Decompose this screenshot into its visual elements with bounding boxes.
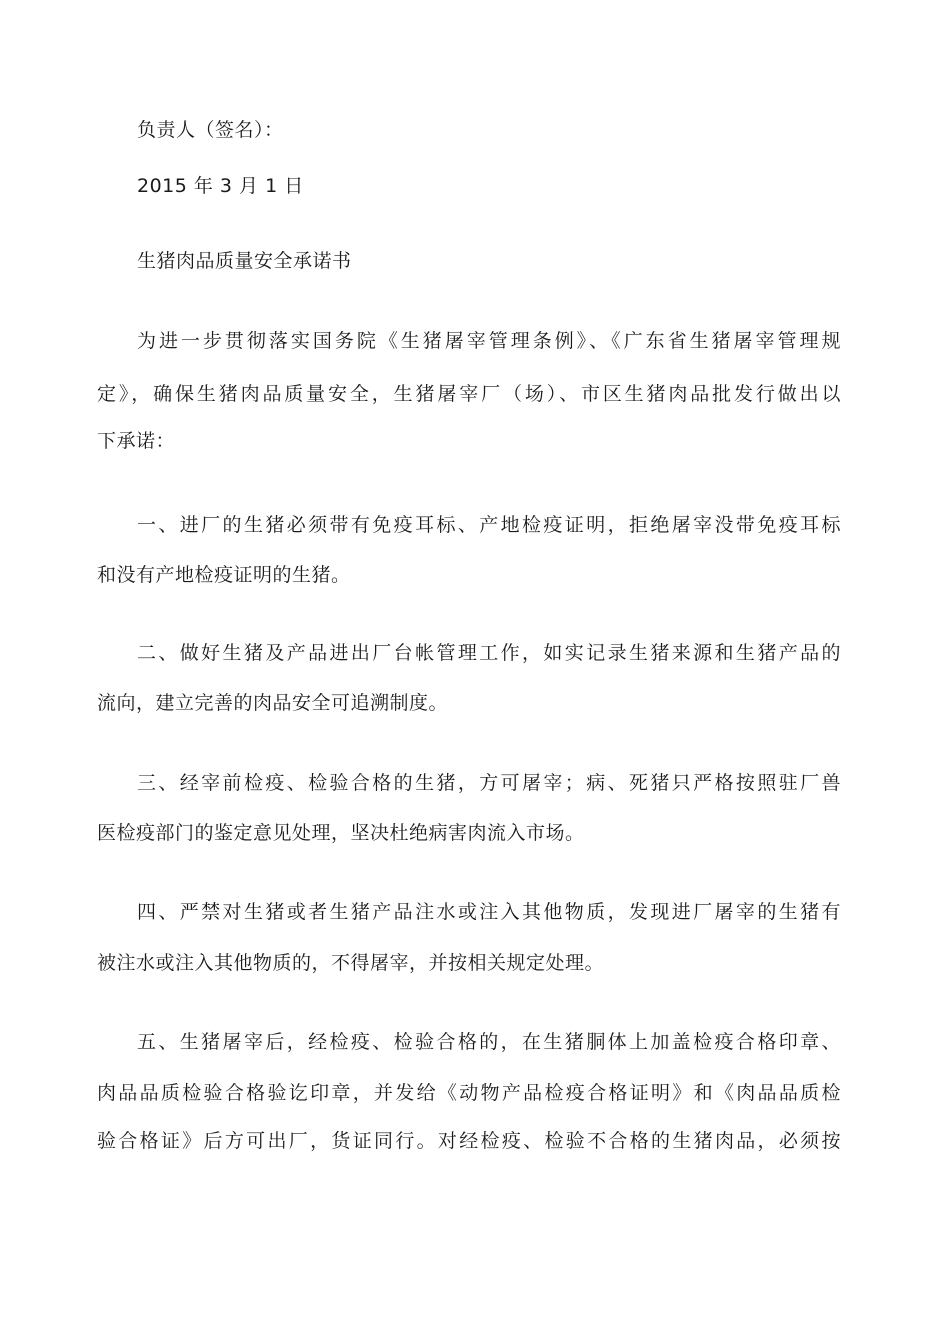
document-title: 生猪肉品质量安全承诺书 (137, 250, 352, 272)
paragraph-line: 为进一步贯彻落实国务院《生猪屠宰管理条例》、《广东省生猪屠宰管理规 (137, 330, 841, 352)
signature-label: 负责人（签名）： (137, 119, 284, 141)
document-date: 2015 年 3 月 1 日 (137, 175, 304, 197)
paragraph-line: 四、严禁对生猪或者生猪产品注水或注入其他物质，发现进厂屠宰的生猪有 (137, 901, 841, 923)
paragraph-line: 流向，建立完善的肉品安全可追溯制度。 (97, 692, 449, 714)
paragraph-line: 被注水或注入其他物质的，不得屠宰，并按相关规定处理。 (97, 952, 605, 974)
paragraph-line: 和没有产地检疫证明的生猪。 (97, 564, 351, 586)
paragraph-line: 三、经宰前检疫、检验合格的生猪，方可屠宰；病、死猪只严格按照驻厂兽 (137, 772, 841, 794)
paragraph-line: 一、进厂的生猪必须带有免疫耳标、产地检疫证明，拒绝屠宰没带免疫耳标 (137, 514, 841, 536)
paragraph-line: 医检疫部门的鉴定意见处理，坚决杜绝病害肉流入市场。 (97, 822, 585, 844)
paragraph-line: 肉品品质检验合格验讫印章，并发给《动物产品检疫合格证明》和《肉品品质检 (97, 1082, 841, 1104)
paragraph-line: 定》，确保生猪肉品质量安全，生猪屠宰厂（场）、市区生猪肉品批发行做出以 (97, 383, 841, 405)
paragraph-line: 下承诺： (97, 430, 176, 452)
paragraph-line: 五、生猪屠宰后，经检疫、检验合格的，在生猪胴体上加盖检疫合格印章、 (137, 1031, 841, 1053)
paragraph-line: 二、做好生猪及产品进出厂台帐管理工作，如实记录生猪来源和生猪产品的 (137, 642, 841, 664)
paragraph-line: 验合格证》后方可出厂，货证同行。对经检疫、检验不合格的生猪肉品，必须按 (97, 1130, 841, 1152)
